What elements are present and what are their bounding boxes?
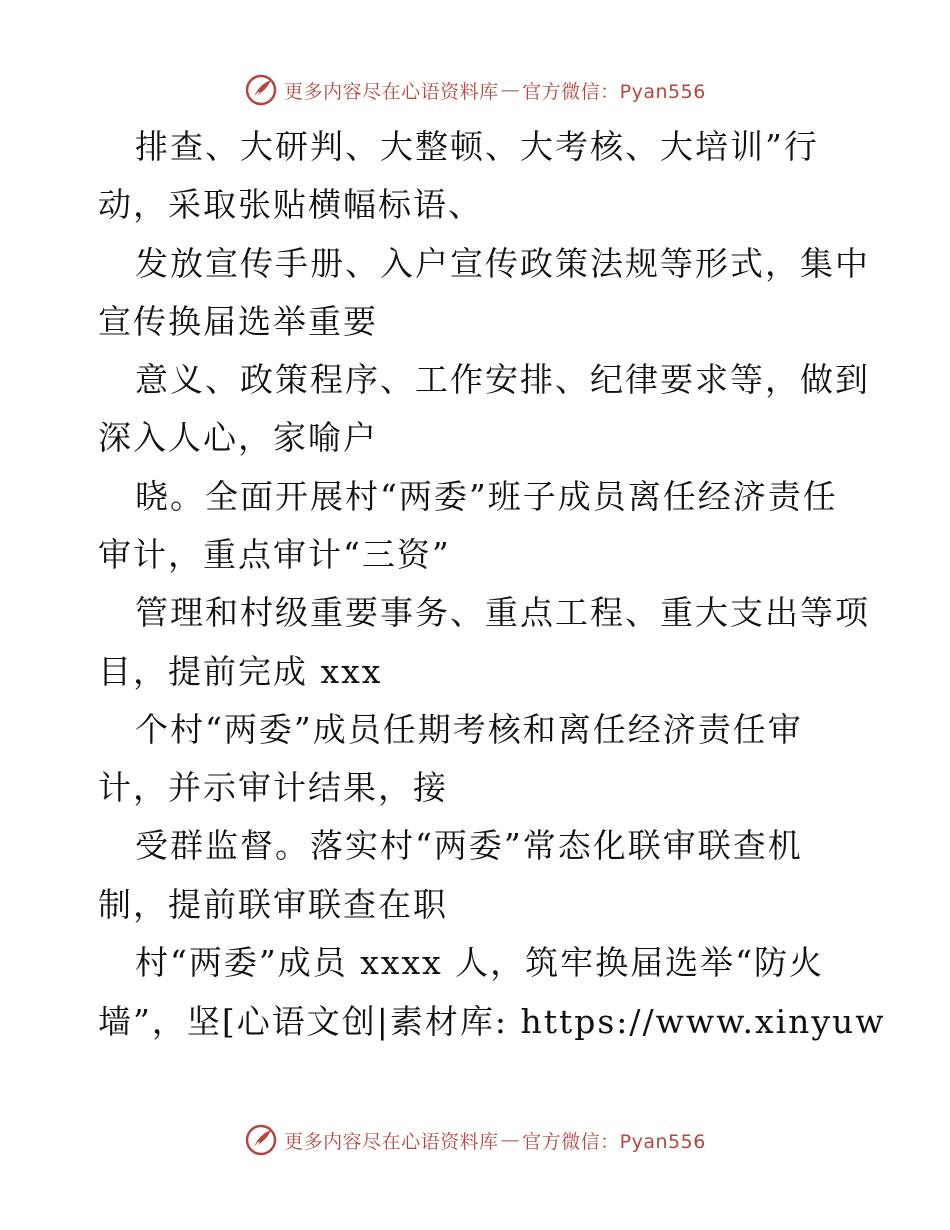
text-line: 发放宣传手册、入户宣传政策法规等形式，集中	[135, 244, 870, 283]
text-line: 个村“两委”成员任期考核和离任经济责任审	[135, 710, 803, 749]
feather-quill-logo-icon	[244, 1123, 278, 1157]
text-line: 深入人心，家喻户	[98, 418, 378, 457]
footer-banner	[0, 1120, 950, 1160]
header-contact: 官方微信：Pyan556	[522, 80, 706, 103]
text-line: 墙”，坚[心语文创|素材库: https://www.xinyuw	[98, 1002, 886, 1041]
footer-separator: —	[500, 1129, 521, 1151]
footer-contact: 官方微信：Pyan556	[522, 1130, 706, 1153]
text-line: 宣传换届选举重要	[98, 302, 378, 341]
text-line: 制，提前联审联查在职	[98, 885, 448, 924]
text-line: 管理和村级重要事务、重点工程、重大支出等项	[135, 593, 870, 632]
text-line: 晓。全面开展村“两委”班子成员离任经济责任	[135, 477, 838, 516]
header-banner	[0, 70, 950, 110]
text-line: 目，提前完成 xxx	[98, 652, 383, 691]
text-line: 受群监督。落实村“两委”常态化联审联查机	[135, 826, 803, 865]
header-separator: —	[500, 79, 521, 101]
text-line: 计，并示审计结果，接	[98, 768, 448, 807]
text-line: 排查、大研判、大整顿、大考核、大培训”行	[135, 127, 819, 166]
text-line: 村“两委”成员 xxxx 人，筑牢换届选举“防火	[135, 943, 825, 982]
text-line: 审计，重点审计“三资”	[98, 535, 451, 574]
footer-banner-text: 更多内容尽在心语资料库	[284, 1130, 499, 1153]
feather-quill-logo-icon	[244, 73, 278, 107]
text-line: 动，采取张贴横幅标语、	[98, 185, 483, 224]
text-line: 意义、政策程序、工作安排、纪律要求等，做到	[135, 360, 870, 399]
header-banner-text: 更多内容尽在心语资料库	[284, 80, 499, 103]
